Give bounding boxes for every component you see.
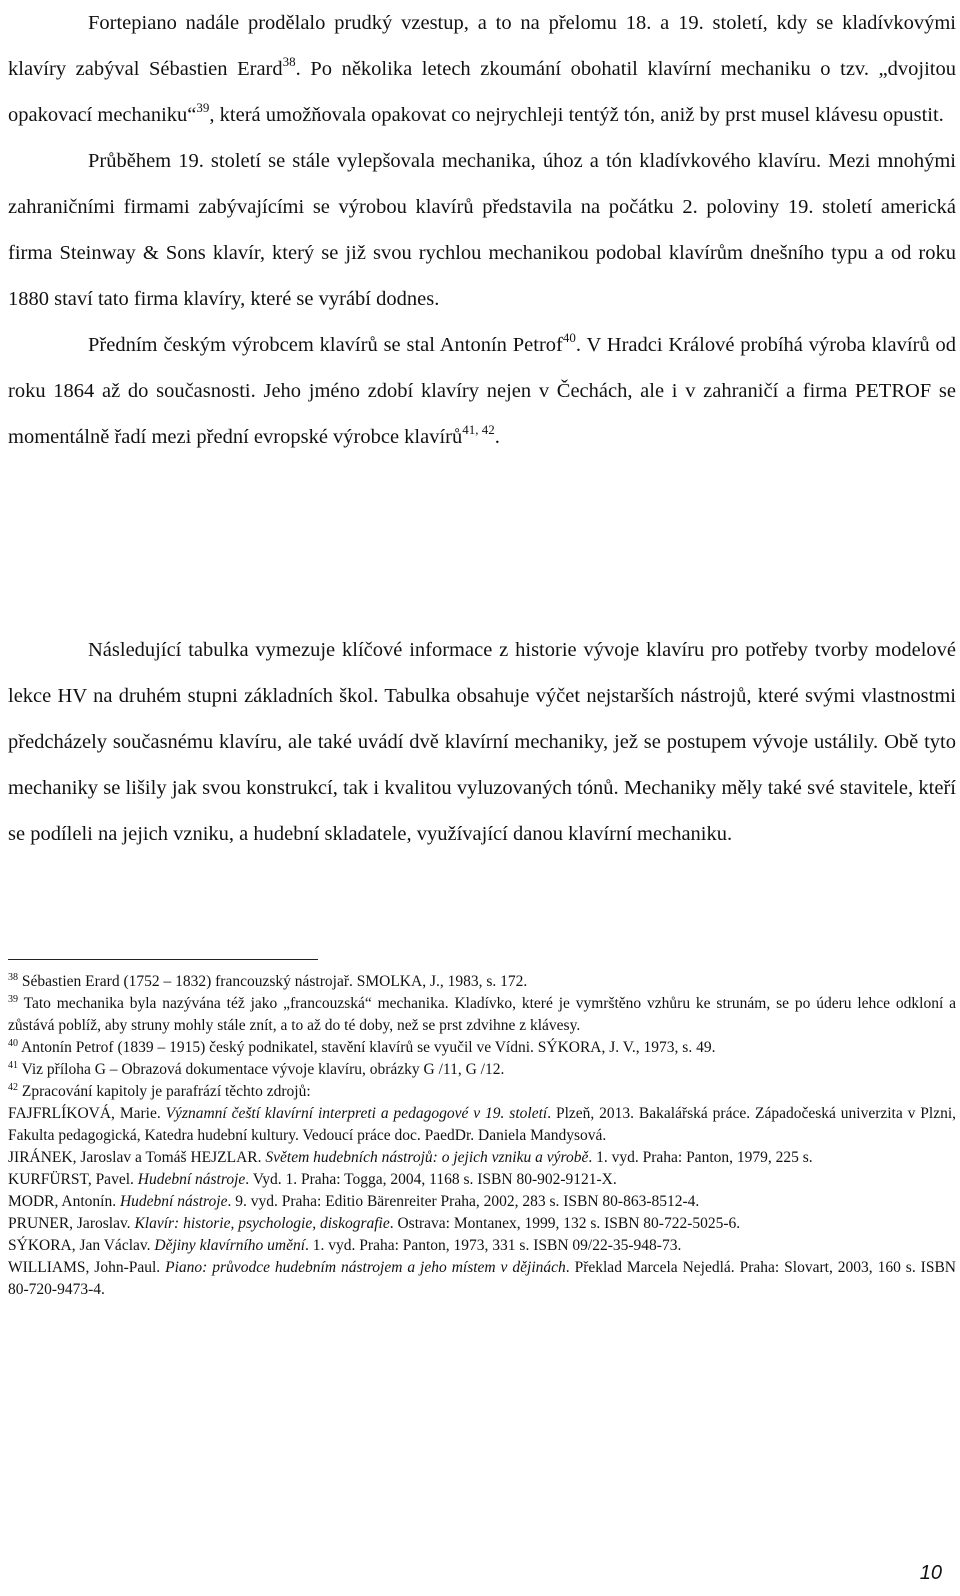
footnote-ref-40: 40 <box>562 330 576 345</box>
reference-kurfurst: KURFÜRST, Pavel. Hudební nástroje. Vyd. 1. Praha: Togga, 2004, 1168 s. ISBN 80-902-9121-X. <box>8 1171 617 1188</box>
footnote-ref-39: 39 <box>196 100 210 115</box>
reference-williams: WILLIAMS, John-Paul. Piano: průvodce hudebním nástrojem a jeho místem v dějinách. Překlad Marcela Nejedlá. Praha: Slovart, 2003, 160 s. ISBN 80-720-9473-4. <box>8 1259 956 1298</box>
footnote-ref-41-42: 41, 42 <box>462 422 495 437</box>
footnote-ref-38: 38 <box>282 54 296 69</box>
footnote-38: $^{38}$ Sébastien Erard (1752 – 1832) francouzský nástrojař. SMOLKA, J., 1983, s. 172. <box>8 972 528 990</box>
body-text-lower <box>8 627 956 857</box>
paragraph-erard: Fortepiano nadále prodělalo prudký vzestup, a to na přelomu 18. a 19. století, kdy se kladívkovými klavíry zabýval Sébastien Erard$^{38}$. Po několika letech zkoumání obohatil klavírní mechaniku o tzv. „dvojitou opakovací mechaniku“$^{39}$, která umožňovala opakovat co nejrychleji tentýž tón, aniž by prst musel klávesu opustit. <box>8 12 956 126</box>
reference-pruner: PRUNER, Jaroslav. Klavír: historie, psychologie, diskografie. Ostrava: Montanex, 1999, 132 s. ISBN 80-722-5025-6. <box>8 1215 741 1232</box>
body-text-upper <box>8 0 956 460</box>
footnote-separator <box>8 959 318 960</box>
paragraph-steinway: Průběhem 19. století se stále vylepšovala mechanika, úhoz a tón kladívkového klavíru. Mezi mnohými zahraničními firmami zabývajícími se výrobou klavírů představila na počátku 2. poloviny 19. století americká firma Steinway & Sons klavír, který se již svou rychlou mechanikou podobal klavírům dnešního typu a od roku 1880 staví tato firma klavíry, které se vyrábí dodnes. <box>8 150 956 310</box>
footnote-39: $^{39}$ Tato mechanika byla nazývána též jako „francouzská“ mechanika. Kladívko, které je vymrštěno vzhůru ke strunám, se po úderu lehce odkloní a zůstává poblíž, aby struny mohly stále znít, a to až do té doby, než se prst zdvihne z klávesy. <box>8 994 956 1034</box>
paragraph-petrof: Předním českým výrobcem klavírů se stal Antonín Petrof$^{40}$. V Hradci Králové probíhá výroba klavírů od roku 1864 až do současnosti. Jeho jméno zdobí klavíry nejen v Čechách, ale i v zahraničí a firma PETROF se momentálně řadí mezi přední evropské výrobce klavírů$^{41, 42}$. <box>8 330 956 448</box>
reference-fajfrlikova: FAJFRLÍKOVÁ, Marie. Významní čeští klavírní interpreti a pedagogové v 19. století. Plzeň, 2013. Bakalářská práce. Západočeská univerzita v Plzni, Fakulta pedagogická, Katedra hudební kultury. Vedoucí práce doc. PaedDr. Daniela Mandysová. <box>8 1105 956 1144</box>
reference-jiranek: JIRÁNEK, Jaroslav a Tomáš HEJZLAR. Světem hudebních nástrojů: o jejich vzniku a výrobě. 1. vyd. Praha: Panton, 1979, 225 s. <box>8 1149 813 1166</box>
page-number: 10 <box>919 1562 942 1584</box>
paragraph-table-intro: Následující tabulka vymezuje klíčové informace z historie vývoje klavíru pro potřeby tvorby modelové lekce HV na druhém stupni základních škol. Tabulka obsahuje výčet nejstarších nástrojů, které svými vlastnostmi předcházely současnému klavíru, ale také uvádí dvě klavírní mechaniky, jež se postupem vývoje ustálily. Obě tyto mechaniky se lišily jak svou konstrukcí, tak i kvalitou vyluzovaných tónů. Mechaniky měly také své stavitele, kteří se podíleli na jejich vzniku, a hudební skladatele, využívající danou klavírní mechaniku. <box>8 639 956 845</box>
footnote-40: $^{40}$ Antonín Petrof (1839 – 1915) český podnikatel, stavění klavírů se vyučil ve Vídni. SÝKORA, J. V., 1973, s. 49. <box>8 1038 716 1056</box>
footnotes <box>8 971 956 1301</box>
reference-modr: MODR, Antonín. Hudební nástroje. 9. vyd. Praha: Editio Bärenreiter Praha, 2002, 283 s. ISBN 80-863-8512-4. <box>8 1193 700 1210</box>
footnote-41: $^{41}$ Viz příloha G – Obrazová dokumentace vývoje klavíru, obrázky G /11, G /12. <box>8 1060 505 1078</box>
reference-sykora: SÝKORA, Jan Václav. Dějiny klavírního umění. 1. vyd. Praha: Panton, 1973, 331 s. ISBN 09/22-35-948-73. <box>8 1237 682 1254</box>
footnote-42: $^{42}$ Zpracování kapitoly je parafrází těchto zdrojů: <box>8 1082 311 1100</box>
